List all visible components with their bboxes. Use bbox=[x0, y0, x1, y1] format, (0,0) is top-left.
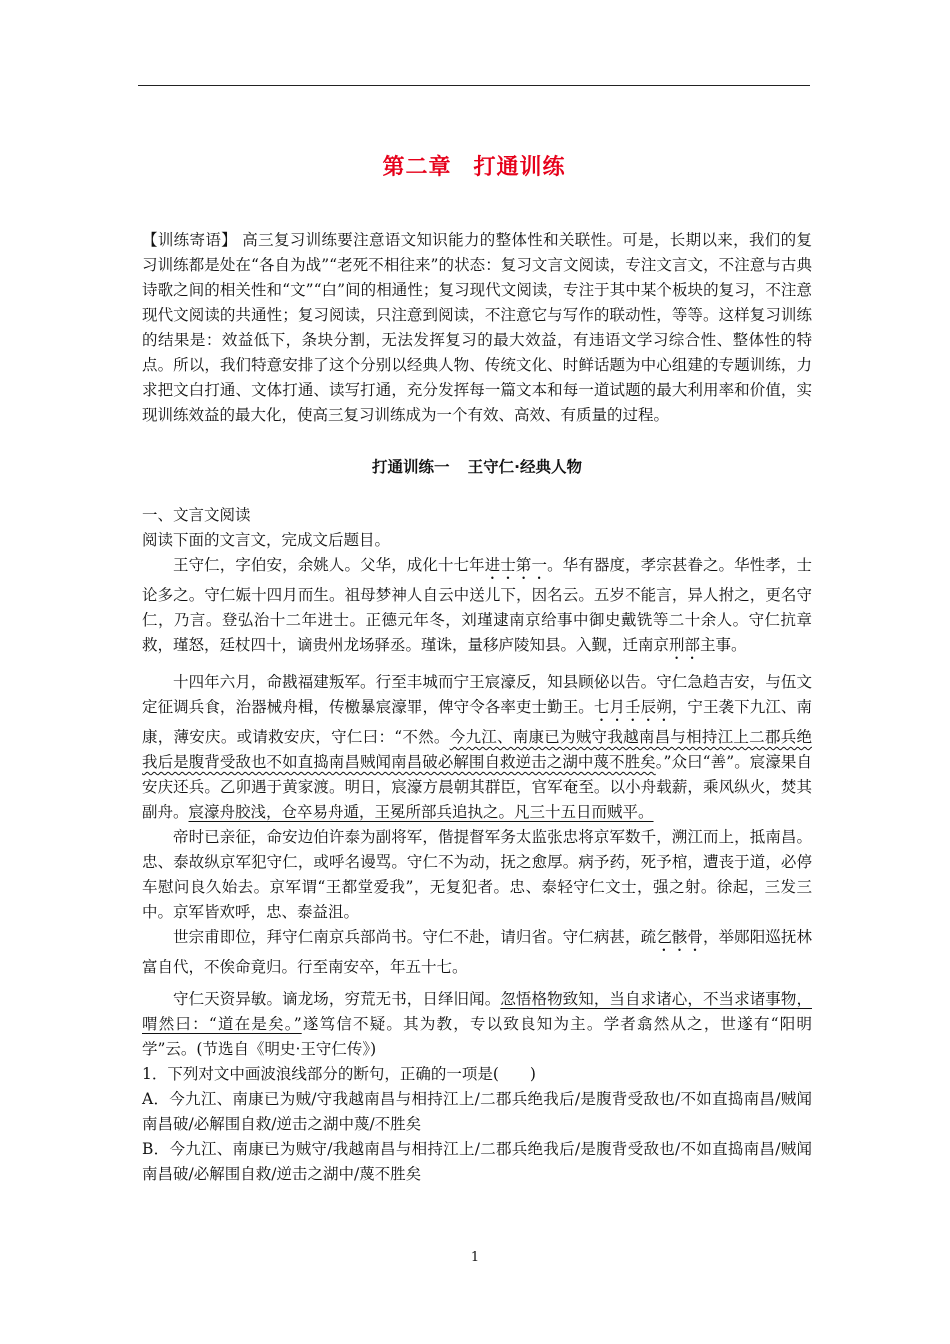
document-body bbox=[142, 228, 812, 1187]
wavy-underlined-text: 今九江、南康已为贼守我越南昌与相持江上二郡兵绝我后是腹背受敌也不如直捣南昌贼闻南昌破必解围自救逆击之湖中蔑不胜矣 bbox=[142, 728, 812, 771]
chapter-number: 第二章 bbox=[382, 155, 452, 180]
question-1-option-b: B．今九江、南康已为贼守/我越南昌与相持江上/二郡兵绝我后/是腹背受敌也/不如直捣南昌/贼闻南昌破/必解围自救/逆击之湖中/蔑不胜矣 bbox=[142, 1140, 812, 1183]
emphasized-term: 乞骸骨 bbox=[656, 928, 703, 946]
chapter-name: 打通训练 bbox=[473, 155, 566, 180]
section-number: 打通训练一 bbox=[372, 458, 450, 476]
preface-tag: 【训练寄语】 bbox=[142, 231, 238, 249]
question-1-stem: 1．下列对文中画波浪线部分的断句，正确的一项是( ) bbox=[142, 1065, 536, 1083]
emphasized-term: 七月壬辰朔 bbox=[593, 698, 672, 716]
emphasized-term: 刑部 bbox=[669, 636, 701, 654]
passage-paragraph-2: 十四年六月，命戡福建叛军。行至丰城而宁王宸濠反，知县顾佖以告。守仁急趋吉安，与伍文定征调兵食，治器械舟楫，传檄暴宸濠罪，俾守令各率吏士勤王。七月壬辰朔，宁王袭下九江、南康，薄安庆。或请救安庆，守仁曰：“不然。今九江、南康已为贼守我越南昌与相持江上二郡兵绝我后是腹背受敌也不如直捣南昌贼闻南昌破必解围自救逆击之湖中蔑不胜矣。”众曰“善”。宸濠果自安庆还兵。乙卯遇于黄家渡。明日，宸濠方晨朝其群臣，官军奄至。以小舟载薪，乘风纵火，焚其副舟。宸濠舟胶浅，仓卒易舟遁，王冕所部兵追执之。凡三十五日而贼平。 bbox=[142, 673, 812, 821]
section-topic: 王守仁·经典人物 bbox=[467, 458, 582, 476]
preface-paragraph bbox=[142, 228, 812, 428]
heading-classical-reading: 一、文言文阅读 bbox=[142, 506, 251, 524]
reading-instruction: 阅读下面的文言文，完成文后题目。 bbox=[142, 531, 391, 549]
passage-paragraph-1: 王守仁，字伯安，余姚人。父华，成化十七年进士第一。华有器度，孝宗甚眷之。华性孝，士论多之。守仁娠十四月而生。祖母梦神人自云中送儿下，因名云。五岁不能言，异人拊之，更名守仁，乃言。登弘治十二年进士。正德元年冬，刘瑾逮南京给事中御史戴铣等二十余人。守仁抗章救，瑾怒，廷杖四十，谪贵州龙场驿丞。瑾诛，量移庐陵知县。入觐，迁南京刑部主事。 bbox=[142, 556, 812, 654]
page-number: 1 bbox=[470, 1250, 480, 1265]
section-title bbox=[142, 455, 812, 480]
preface-text: 高三复习训练要注意语文知识能力的整体性和关联性。可是，长期以来，我们的复习训练都是处在“各自为战”“老死不相往来”的状态：复习文言文阅读，专注文言文，不注意与古典诗歌之间的相关性和“文”“白”间的相通性；复习现代文阅读，专注于其中某个板块的复习，不注意现代文阅读的共通性；复习阅读，只注意到阅读，不注意它与写作的联动性，等等。这样复习训练的结果是：效益低下，条块分割，无法发挥复习的最大效益，有违语文学习综合性、整体性的特点。所以，我们特意安排了这个分别以经典人物、传统文化、时鲜话题为中心组建的专题训练，力求把文白打通、文体打通、读写打通，充分发挥每一篇文本和每一道试题的最大利用率和价值，实现训练效益的最大化，使高三复习训练成为一个有效、高效、有质量的过程。 bbox=[142, 231, 812, 424]
passage-paragraph-5: 守仁天资异敏。谪龙场，穷荒无书，日绎旧闻。忽悟格物致知，当自求诸心，不当求诸事物，喟然曰：“道在是矣。”遂笃信不疑。其为教，专以致良知为主。学者翕然从之，世遂有“阳明学”云。(节选自《明史·王守仁传》) bbox=[142, 990, 812, 1058]
header-rule bbox=[138, 85, 810, 86]
underlined-sentence: 宸濠舟胶浅，仓卒易舟遁，王冕所部兵追执之。凡三十五日而贼平。 bbox=[188, 803, 654, 821]
question-1-option-a: A．今九江、南康已为贼/守我越南昌与相持江上/二郡兵绝我后/是腹背受敌也/不如直捣南昌/贼闻南昌破/必解围自救/逆击之湖中蔑/不胜矣 bbox=[142, 1090, 812, 1133]
emphasized-term: 进士第一 bbox=[484, 556, 548, 574]
passage-paragraph-3: 帝时已亲征，命安边伯许泰为副将军，偕提督军务太监张忠将京军数千，溯江而上，抵南昌。忠、泰故纵京军犯守仁，或呼名谩骂。守仁不为动，抚之愈厚。病予药，死予棺，遭丧于道，必停车慰问良久始去。京军谓“王都堂爱我”，无复犯者。忠、泰轻守仁文士，强之射。徐起，三发三中。京军皆欢呼，忠、泰益沮。 bbox=[142, 828, 812, 921]
passage-paragraph-4: 世宗甫即位，拜守仁南京兵部尚书。守仁不赴，请归省。守仁病甚，疏乞骸骨，举郧阳巡抚林富自代，不俟命竟归。行至南安卒，年五十七。 bbox=[142, 928, 812, 976]
chapter-title bbox=[138, 150, 810, 181]
underlined-sentence: 忽悟格物致知，当自求诸心，不当求诸事物，喟然曰：“道在是矣。” bbox=[142, 990, 812, 1033]
